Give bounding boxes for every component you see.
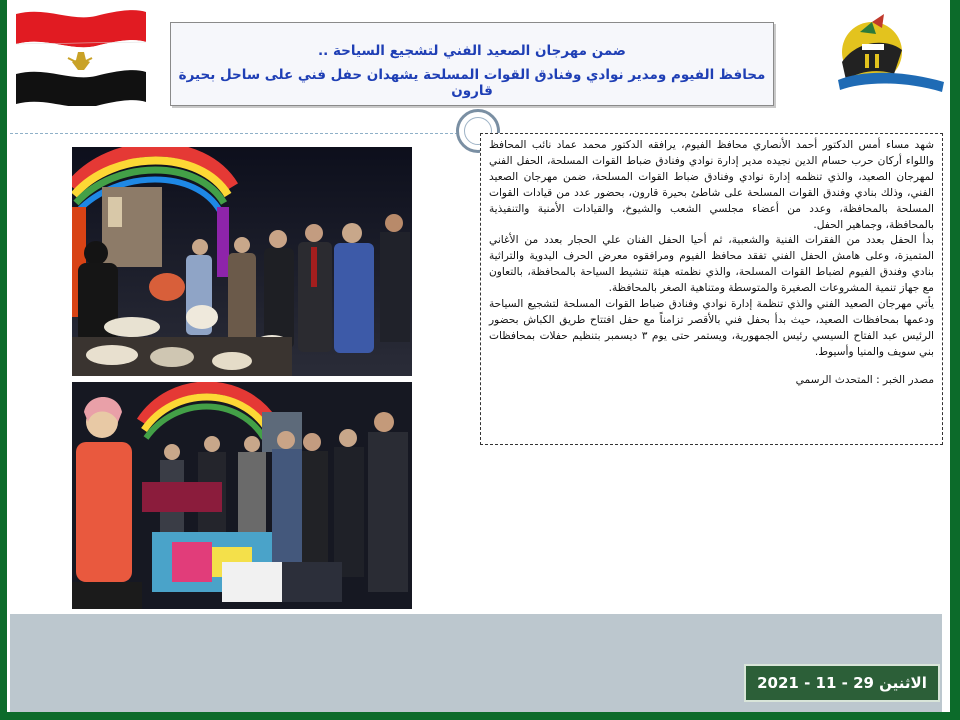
bottom-frame-border (0, 712, 960, 720)
event-photo-2 (72, 382, 412, 609)
headline-title: محافظ الفيوم ومدير نوادي وفنادق القوات المسلحة يشهدان حفل فني على ساحل بحيرة قارون (178, 67, 766, 99)
article-paragraph-3: يأتي مهرجان الصعيد الفني والذي تنظمة إدارة نوادي وفنادق ضباط القوات المسلحة لتشجيع السياحة ودعمها بمحافظات الصعيد، حيث بدأ بحفل فني بالأقصر تزامناً مع حفل افتتاح طريق الكباش بحضور الرئيس عبد الفتاح السيسي رئيس الجمهورية، ويستمر حتى يوم ٣ ديسمبر بتنظيم حفلات بمحافظات بني سويف والمنيا وأسيوط. (489, 298, 934, 358)
event-photo-1 (72, 147, 412, 376)
egypt-flag-icon (16, 8, 146, 106)
article-paragraph-1: شهد مساء أمس الدكتور أحمد الأنصاري محافظ الفيوم، يرافقه الدكتور محمد عماد نائب المحافظ واللواء أركان حرب حسام الدين نجيده مدير إدارة نوادي وفنادق ضباط القوات المسلحة، الحفل الفني لمهرجان الصعيد، والذي تنظمه إدارة نوادي وفنادق ضباط القوات المسلحة، ضمن مهرجان الصعيد الفني، وذلك بنادي وفندق القوات المسلحة على شاطئ بحيرة قارون، بحضور عدد من قيادات القوات المسلحة بالمحافظة، وعدد من أعضاء مجلسي الشعب والشيوخ، والقيادات الأمنية والتنفيذية بالمحافظة، وجماهير الحفل. (489, 139, 934, 231)
article-paragraph-2: بدأ الحفل بعدد من الفقرات الفنية والشعبية، ثم أحيا الحفل الفنان علي الحجار بعدد من الأغاني المتميزة، وعلى هامش الحفل الفني تفقد محافظ الفيوم ومرافقوه معرض الحرف اليدوية والتراثية بنادي وفندق الفيوم لضباط القوات المسلحة، والذي نظمته هيئة تنشيط السياحة بالمحافظة، بالتعاون مع جهاز تنمية المشروعات الصغيرة والمتوسطة ومتناهية الصغر بالمحافظة. (489, 234, 934, 295)
left-frame-border (0, 0, 7, 720)
fayoum-governorate-logo (832, 10, 950, 102)
article-source: مصدر الخبر : المتحدث الرسمي (795, 373, 934, 386)
headline-box (170, 22, 774, 106)
headline-kicker: ضمن مهرجان الصعيد الفني لتشجيع السياحة .. (318, 43, 626, 59)
article-body (480, 133, 943, 445)
right-frame-border (950, 0, 960, 720)
date-badge: الاثنين 29 - 11 - 2021 (744, 664, 940, 702)
section-divider (10, 133, 478, 134)
